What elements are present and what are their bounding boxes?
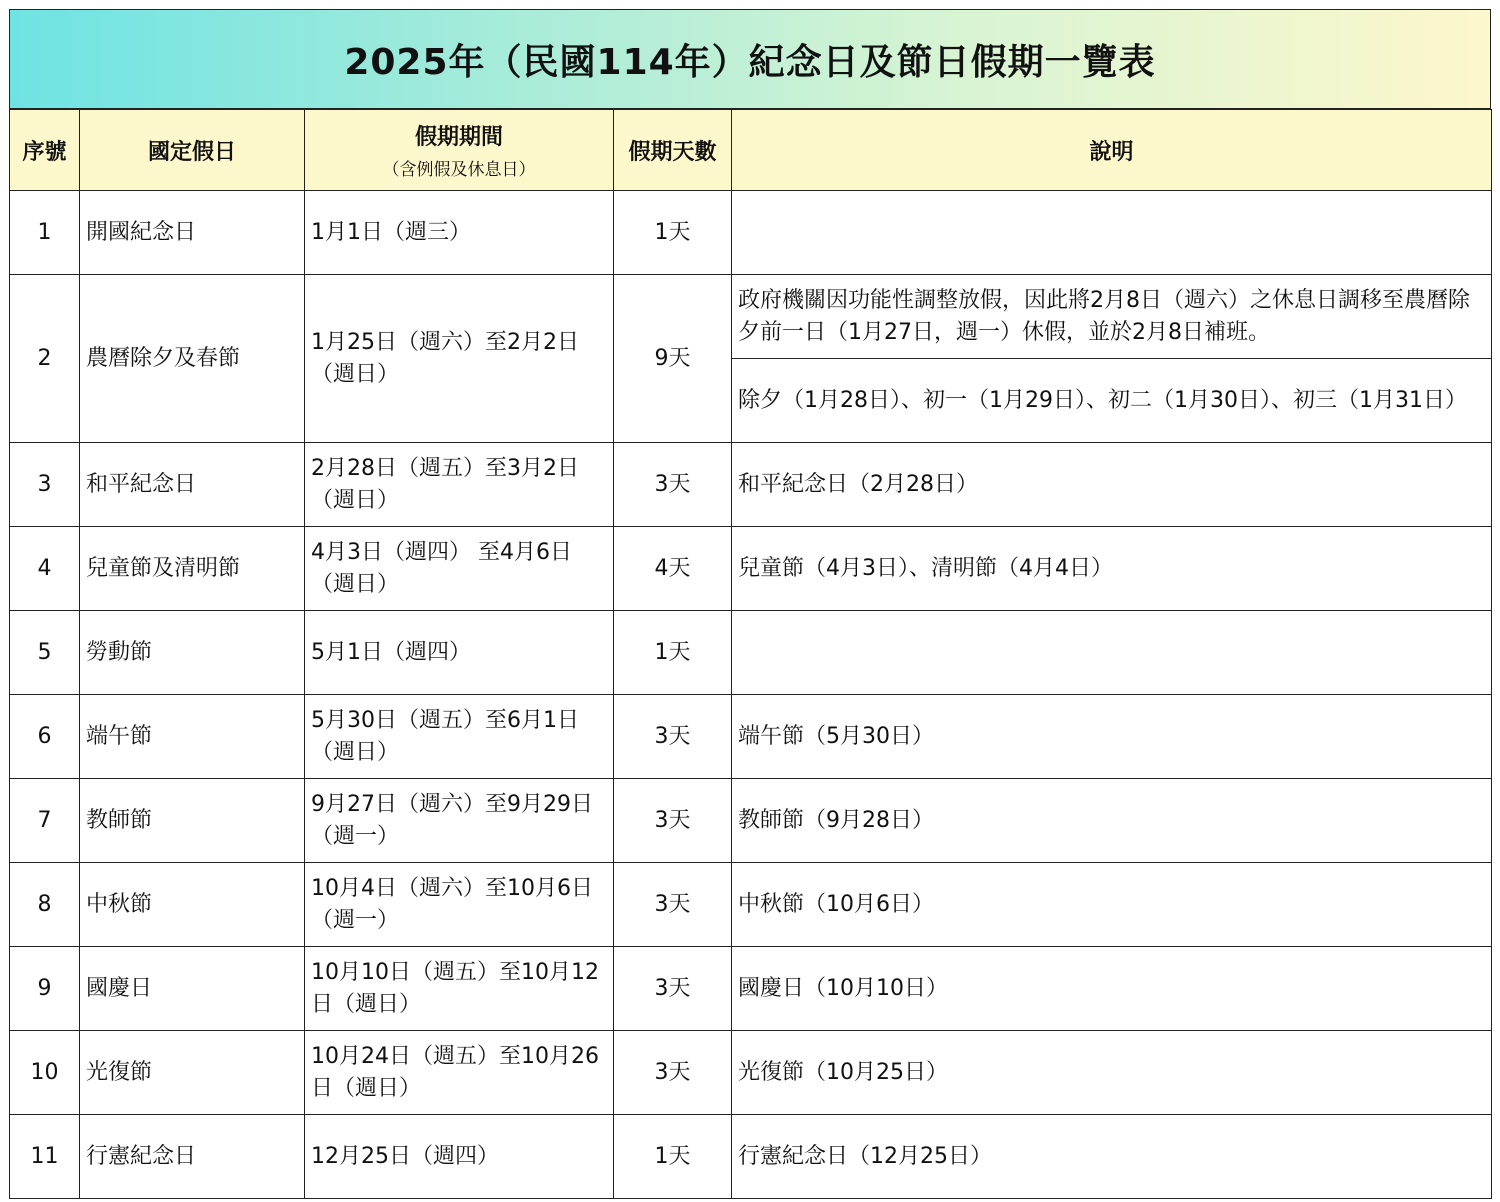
cell-desc [732, 191, 1492, 275]
cell-seq: 4 [10, 527, 80, 611]
holiday-table [9, 109, 1492, 1199]
cell-period: 10月4日（週六）至10月6日（週一） [305, 863, 614, 947]
cell-holiday: 兒童節及清明節 [80, 527, 305, 611]
cell-holiday: 行憲紀念日 [80, 1115, 305, 1199]
cell-days: 3天 [614, 1031, 732, 1115]
cell-holiday: 國慶日 [80, 947, 305, 1031]
cell-days: 1天 [614, 611, 732, 695]
cell-period: 9月27日（週六）至9月29日（週一） [305, 779, 614, 863]
cell-days: 3天 [614, 863, 732, 947]
cell-holiday: 教師節 [80, 779, 305, 863]
cell-period: 2月28日（週五）至3月2日（週日） [305, 443, 614, 527]
table-row [10, 611, 1492, 695]
cell-desc [732, 275, 1492, 443]
table-row [10, 527, 1492, 611]
cell-period: 12月25日（週四） [305, 1115, 614, 1199]
cell-days: 3天 [614, 947, 732, 1031]
cell-period: 4月3日（週四） 至4月6日（週日） [305, 527, 614, 611]
cell-holiday: 光復節 [80, 1031, 305, 1115]
table-row [10, 275, 1492, 443]
cell-holiday: 中秋節 [80, 863, 305, 947]
cell-seq: 5 [10, 611, 80, 695]
cell-holiday: 農曆除夕及春節 [80, 275, 305, 443]
cell-desc: 行憲紀念日（12月25日） [732, 1115, 1492, 1199]
cell-period: 5月1日（週四） [305, 611, 614, 695]
cell-period: 5月30日（週五）至6月1日（週日） [305, 695, 614, 779]
cell-desc: 光復節（10月25日） [732, 1031, 1492, 1115]
cell-holiday: 端午節 [80, 695, 305, 779]
header-period-note: （含例假及休息日） [382, 160, 536, 180]
cell-period: 10月24日（週五）至10月26日（週日） [305, 1031, 614, 1115]
header-period [305, 110, 614, 191]
cell-days: 1天 [614, 191, 732, 275]
cell-days: 4天 [614, 527, 732, 611]
cell-days: 9天 [614, 275, 732, 443]
desc-note: 政府機關因功能性調整放假，因此將2月8日（週六）之休息日調移至農曆除夕前一日（1月27日，週一）休假，並於2月8日補班。 [732, 275, 1491, 359]
cell-seq: 3 [10, 443, 80, 527]
cell-desc: 教師節（9月28日） [732, 779, 1492, 863]
cell-days: 3天 [614, 695, 732, 779]
cell-seq: 6 [10, 695, 80, 779]
header-seq: 序號 [10, 110, 80, 191]
cell-seq: 11 [10, 1115, 80, 1199]
holiday-sheet [9, 9, 1491, 1199]
sheet-title: 2025年（民國114年）紀念日及節日假期一覽表 [9, 9, 1491, 109]
header-holiday: 國定假日 [80, 110, 305, 191]
table-row [10, 191, 1492, 275]
header-row [10, 110, 1492, 191]
cell-days: 1天 [614, 1115, 732, 1199]
cell-desc: 端午節（5月30日） [732, 695, 1492, 779]
table-row [10, 443, 1492, 527]
cell-seq: 1 [10, 191, 80, 275]
table-row [10, 947, 1492, 1031]
cell-holiday: 勞動節 [80, 611, 305, 695]
table-row [10, 779, 1492, 863]
cell-holiday: 和平紀念日 [80, 443, 305, 527]
cell-seq: 7 [10, 779, 80, 863]
cell-days: 3天 [614, 443, 732, 527]
table-row [10, 1115, 1492, 1199]
cell-desc [732, 611, 1492, 695]
cell-desc: 和平紀念日（2月28日） [732, 443, 1492, 527]
header-days: 假期天數 [614, 110, 732, 191]
cell-seq: 2 [10, 275, 80, 443]
cell-desc: 兒童節（4月3日）、清明節（4月4日） [732, 527, 1492, 611]
cell-period: 1月1日（週三） [305, 191, 614, 275]
cell-seq: 9 [10, 947, 80, 1031]
cell-seq: 8 [10, 863, 80, 947]
desc-detail: 除夕（1月28日）、初一（1月29日）、初二（1月30日）、初三（1月31日） [738, 387, 1467, 413]
cell-desc: 國慶日（10月10日） [732, 947, 1492, 1031]
cell-days: 3天 [614, 779, 732, 863]
header-period-label: 假期期間 [414, 125, 503, 150]
cell-period: 1月25日（週六）至2月2日（週日） [305, 275, 614, 443]
header-desc: 說明 [732, 110, 1492, 191]
table-row [10, 1031, 1492, 1115]
cell-seq: 10 [10, 1031, 80, 1115]
table-row [10, 695, 1492, 779]
cell-holiday: 開國紀念日 [80, 191, 305, 275]
cell-period: 10月10日（週五）至10月12日（週日） [305, 947, 614, 1031]
cell-desc: 中秋節（10月6日） [732, 863, 1492, 947]
table-row [10, 863, 1492, 947]
